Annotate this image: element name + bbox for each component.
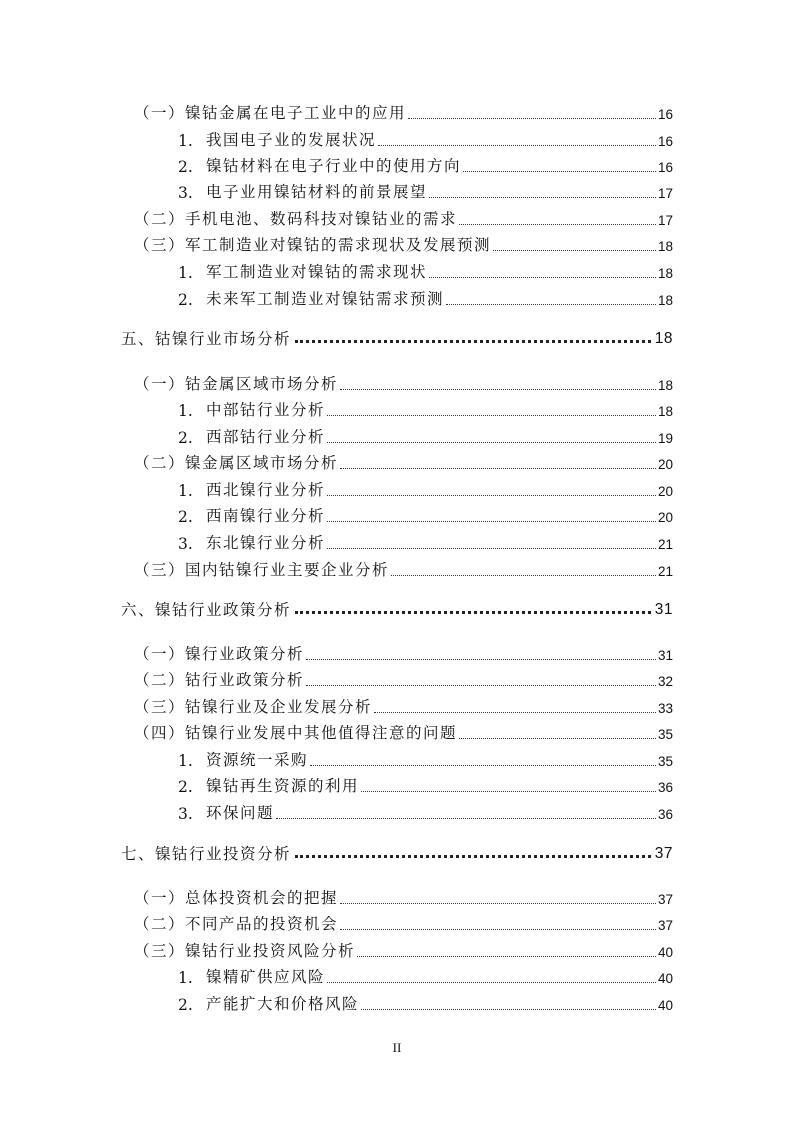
toc-entry-number: 2. (178, 996, 193, 1014)
toc-entry-page: 16 (657, 134, 673, 149)
toc-entry-title: 西北镍行业分析 (206, 481, 326, 499)
toc-entry-page: 35 (657, 727, 673, 742)
dot-leader (327, 982, 656, 983)
toc-entry[interactable] (178, 529, 673, 553)
dot-leader (327, 442, 656, 443)
toc-entry-title: （三）钴镍行业及企业发展分析 (134, 698, 373, 716)
toc-chapter-entry[interactable] (121, 325, 673, 349)
dot-leader (340, 468, 656, 469)
dot-leader (408, 118, 656, 119)
toc-entry[interactable] (134, 719, 673, 743)
dot-leader (310, 765, 656, 766)
toc-entry-title: （三）国内钴镍行业主要企业分析 (134, 561, 390, 579)
toc-entry-page: 18 (657, 266, 673, 281)
toc-entry-title: 我国电子业的发展状况 (206, 131, 377, 149)
toc-entry-number: 1. (178, 132, 193, 150)
toc-entry-page: 35 (657, 754, 673, 769)
toc-entry-page: 20 (657, 457, 673, 472)
toc-entry-page: 18 (657, 293, 673, 308)
toc-entry[interactable] (178, 258, 673, 282)
toc-entry[interactable] (178, 799, 673, 823)
toc-entry-page: 17 (657, 213, 673, 228)
toc-entry-page: 21 (657, 564, 673, 579)
toc-entry-page: 37 (657, 892, 673, 907)
dot-leader (459, 738, 656, 739)
toc-entry[interactable] (178, 990, 673, 1014)
toc-entry-title: 西部钴行业分析 (206, 428, 326, 446)
toc-entry-title: 资源统一采购 (206, 751, 309, 769)
dot-leader (340, 903, 656, 904)
dot-leader (295, 611, 651, 614)
toc-entry-number: 3. (178, 805, 193, 823)
toc-entry-number: 1. (178, 264, 193, 282)
toc-entry-title: 中部钴行业分析 (206, 401, 326, 419)
dot-leader (295, 855, 651, 858)
toc-entry-page: 18 (654, 330, 673, 347)
toc-entry-page: 40 (657, 998, 673, 1013)
toc-entry-title: （二）手机电池、数码科技对镍钴业的需求 (134, 210, 458, 228)
dot-leader (374, 712, 656, 713)
dot-leader (306, 659, 656, 660)
toc-entry-page: 16 (657, 107, 673, 122)
toc-entry-page: 18 (657, 404, 673, 419)
toc-entry[interactable] (134, 556, 673, 580)
toc-entry-page: 40 (657, 971, 673, 986)
toc-entry[interactable] (178, 396, 673, 420)
toc-entry[interactable] (178, 476, 673, 500)
toc-entry-number: 2. (178, 508, 193, 526)
toc-chapter-entry[interactable] (121, 596, 673, 620)
dot-leader (327, 415, 656, 416)
toc-entry[interactable] (134, 640, 673, 664)
dot-leader (340, 389, 656, 390)
toc-entry[interactable] (134, 370, 673, 394)
toc-entry-title: 未来军工制造业对镍钴需求预测 (206, 290, 445, 308)
toc-entry-page: 19 (657, 431, 673, 446)
toc-entry-title: 西南镍行业分析 (206, 507, 326, 525)
dot-leader (276, 818, 656, 819)
toc-entry-title: （三）军工制造业对镍钴的需求现状及发展预测 (134, 236, 492, 254)
toc-entry-title: 五、钴镍行业市场分析 (121, 330, 292, 348)
dot-leader (340, 929, 656, 930)
toc-entry-number: 1. (178, 752, 193, 770)
toc-entry-title: 镍精矿供应风险 (206, 968, 326, 986)
dot-leader (361, 791, 656, 792)
toc-entry-title: （三）镍钴行业投资风险分析 (134, 942, 356, 960)
toc-entry[interactable] (134, 910, 673, 934)
page-number-footer: II (392, 1040, 402, 1055)
toc-entry-page: 36 (657, 807, 673, 822)
toc-entry[interactable] (178, 746, 673, 770)
dot-leader (327, 521, 656, 522)
toc-entry[interactable] (178, 285, 673, 309)
toc-entry-page: 36 (657, 780, 673, 795)
dot-leader (463, 171, 656, 172)
toc-entry-number: 2. (178, 429, 193, 447)
toc-entry-title: （二）不同产品的投资机会 (134, 915, 339, 933)
toc-entry-title: 电子业用镍钴材料的前景展望 (206, 183, 428, 201)
toc-entry[interactable] (134, 205, 673, 229)
toc-entry-title: 军工制造业对镍钴的需求现状 (206, 263, 428, 281)
toc-entry[interactable] (134, 884, 673, 908)
dot-leader (357, 956, 656, 957)
toc-entry[interactable] (178, 502, 673, 526)
toc-entry-page: 18 (657, 239, 673, 254)
toc-entry-number: 1. (178, 969, 193, 987)
dot-leader (306, 685, 656, 686)
toc-entry-page: 20 (657, 510, 673, 525)
toc-entry-number: 2. (178, 158, 193, 176)
dot-leader (327, 548, 656, 549)
toc-entry-title: 环保问题 (206, 804, 275, 822)
toc-entry-title: （二）镍金属区域市场分析 (134, 454, 339, 472)
toc-entry[interactable] (178, 423, 673, 447)
toc-entry-page: 40 (657, 945, 673, 960)
dot-leader (446, 304, 656, 305)
toc-entry[interactable] (134, 99, 673, 123)
toc-entry[interactable] (178, 963, 673, 987)
toc-entry-page: 31 (654, 601, 673, 618)
toc-entry-title: 东北镍行业分析 (206, 534, 326, 552)
dot-leader (327, 495, 656, 496)
dot-leader (295, 340, 651, 343)
toc-entry[interactable] (178, 126, 673, 150)
toc-entry-page: 20 (657, 484, 673, 499)
dot-leader (361, 1009, 656, 1010)
dot-leader (391, 575, 656, 576)
toc-chapter-entry[interactable] (121, 840, 673, 864)
toc-entry-page: 18 (657, 378, 673, 393)
toc-entry-page: 21 (657, 537, 673, 552)
dot-leader (429, 197, 656, 198)
toc-entry-title: （四）钴镍行业发展中其他值得注意的问题 (134, 724, 458, 742)
toc-entry-number: 3. (178, 535, 193, 553)
toc-entry-title: （一）总体投资机会的把握 (134, 889, 339, 907)
toc-entry-title: （一）镍行业政策分析 (134, 645, 305, 663)
toc-entry[interactable] (134, 449, 673, 473)
toc-entry-number: 2. (178, 291, 193, 309)
toc-entry[interactable] (134, 693, 673, 717)
toc-entry-title: （一）镍钴金属在电子工业中的应用 (134, 104, 407, 122)
dot-leader (459, 224, 656, 225)
toc-entry-title: 六、镍钴行业政策分析 (121, 601, 292, 619)
toc-entry-page: 16 (657, 160, 673, 175)
toc-entry-number: 2. (178, 778, 193, 796)
toc-entry-title: 七、镍钴行业投资分析 (121, 845, 292, 863)
toc-entry-page: 31 (657, 648, 673, 663)
toc-entry-title: 产能扩大和价格风险 (206, 995, 360, 1013)
toc-entry-number: 1. (178, 482, 193, 500)
dot-leader (493, 250, 656, 251)
toc-entry[interactable] (134, 666, 673, 690)
toc-entry-page: 33 (657, 701, 673, 716)
dot-leader (378, 145, 656, 146)
toc-entry[interactable] (134, 231, 673, 255)
toc-entry[interactable] (178, 772, 673, 796)
toc-entry[interactable] (178, 178, 673, 202)
toc-entry[interactable] (134, 937, 673, 961)
toc-entry-page: 37 (657, 918, 673, 933)
toc-entry-number: 3. (178, 184, 193, 202)
toc-entry[interactable] (178, 152, 673, 176)
toc-entry-number: 1. (178, 402, 193, 420)
toc-entry-title: 镍钴材料在电子行业中的使用方向 (206, 157, 462, 175)
toc-entry-page: 17 (657, 186, 673, 201)
toc-entry-title: （一）钴金属区域市场分析 (134, 375, 339, 393)
toc-entry-title: （二）钴行业政策分析 (134, 671, 305, 689)
dot-leader (429, 277, 656, 278)
toc-entry-page: 32 (657, 674, 673, 689)
toc-entry-title: 镍钴再生资源的利用 (206, 777, 360, 795)
toc-entry-page: 37 (654, 845, 673, 862)
